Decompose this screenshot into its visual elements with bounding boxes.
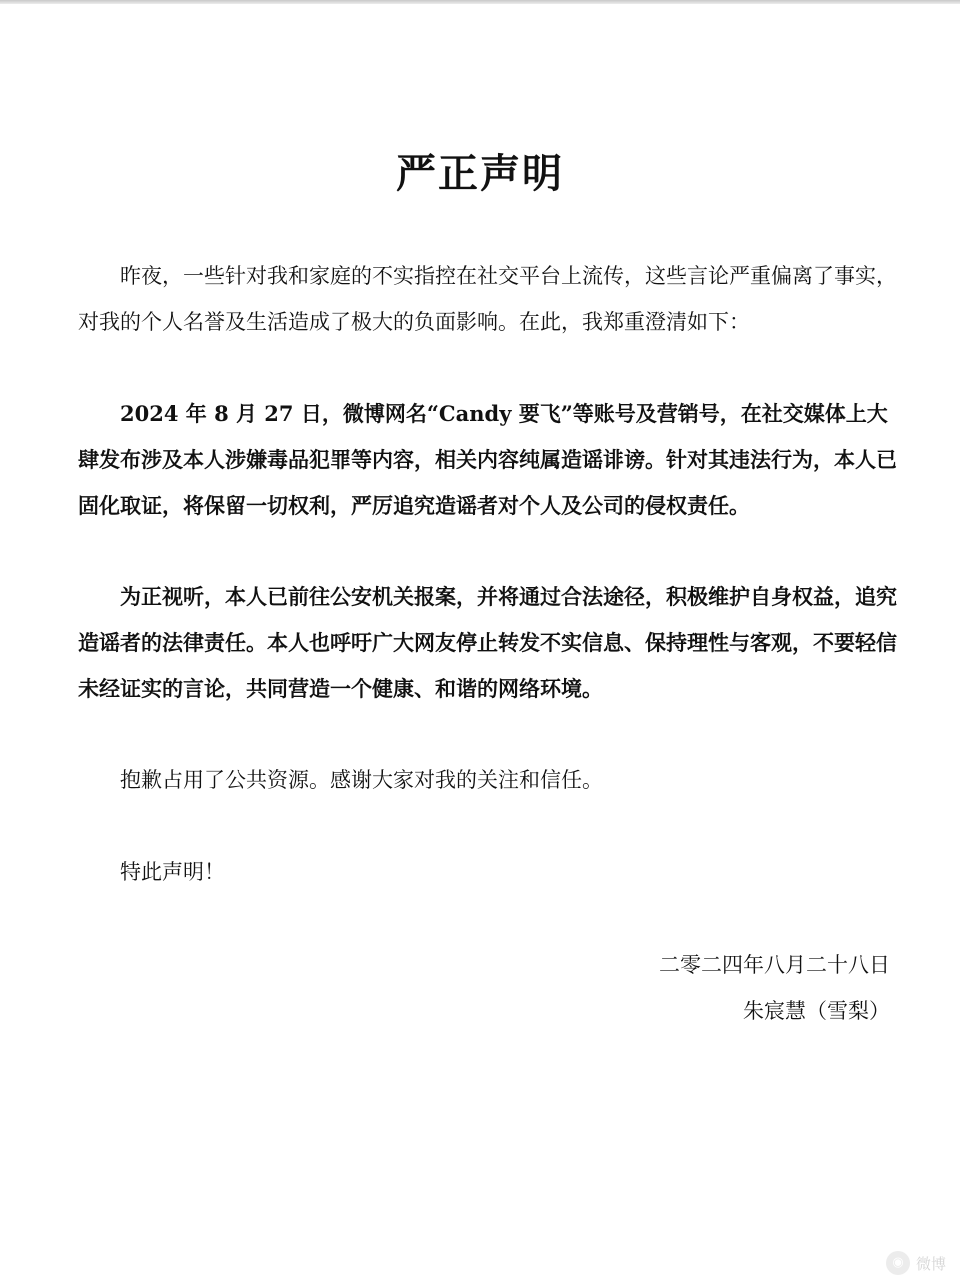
weibo-logo-icon: ◉ <box>886 1251 910 1275</box>
statement-signature: 朱宸慧（雪梨） <box>743 999 890 1023</box>
watermark-text: 微博 <box>915 1254 946 1273</box>
paragraph-closing: 特此声明！ <box>120 860 225 884</box>
page-title: 严正声明 <box>396 150 564 197</box>
paragraph-legal-action: 为正视听，本人已前往公安机关报案，并将通过合法途径，积极维护自身权益，追究造谣者的法律责任。本人也呼吁广大网友停止转发不实信息、保持理性与客观，不要轻信未经证实的言论，共同营造一个健康、和谐的网络环境。 <box>78 584 897 701</box>
watermark <box>886 1251 946 1275</box>
statement-date: 二零二四年八月二十八日 <box>659 953 890 977</box>
paragraph-intro: 昨夜，一些针对我和家庭的不实指控在社交平台上流传，这些言论严重偏离了事实，对我的个人名誉及生活造成了极大的负面影响。在此，我郑重澄清如下： <box>78 264 897 334</box>
paragraph-incident: 2024 年 8 月 27 日，微博网名“Candy 要飞”等账号及营销号，在社交媒体上大肆发布涉及本人涉嫌毒品犯罪等内容，相关内容纯属造谣诽谤。针对其违法行为，本人已固化取证，将保留一切权利，严厉追究造谣者对个人及公司的侵权责任。 <box>78 401 897 518</box>
paragraph-thanks: 抱歉占用了公共资源。感谢大家对我的关注和信任。 <box>120 768 603 792</box>
top-border <box>0 0 960 4</box>
